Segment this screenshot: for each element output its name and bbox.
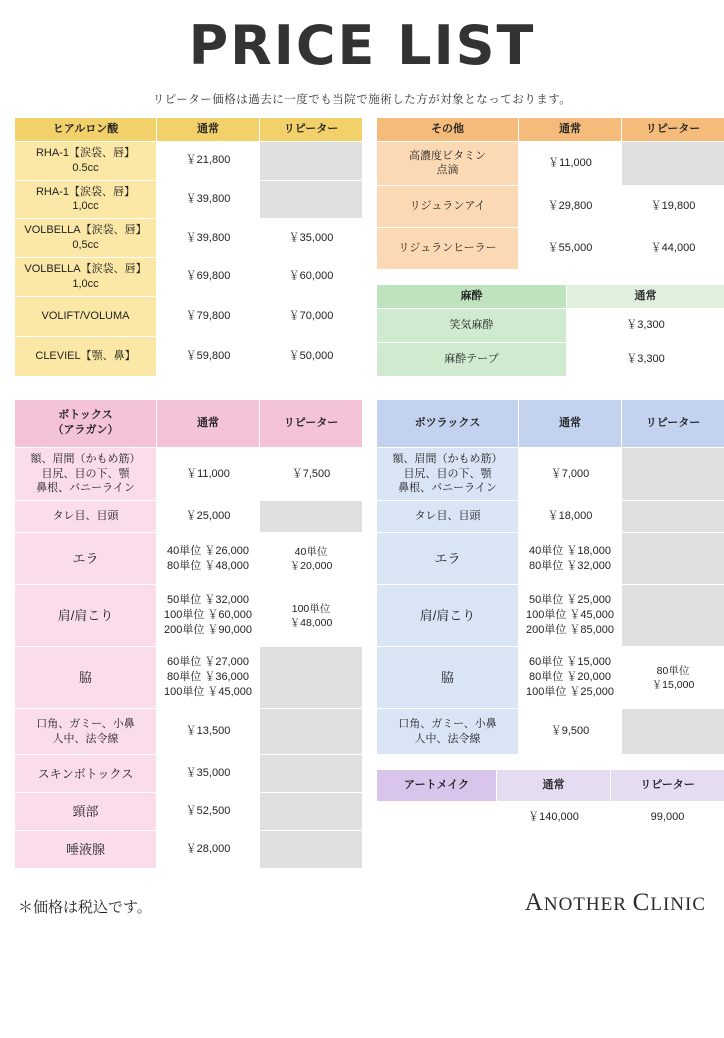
row-repeat-price [260, 831, 363, 869]
table-row [15, 709, 363, 755]
artmake-header-name: アートメイク [377, 770, 497, 802]
row-repeat-price: 99,000 [611, 802, 724, 834]
botulax-header-normal: 通常 [519, 399, 622, 447]
hyaluronic-table [14, 117, 363, 377]
bottom-section [0, 399, 724, 870]
row-name-line2: 0.5cc [17, 161, 154, 176]
row-name: 唾液腺 [15, 831, 157, 869]
row-name-line2: 目尻、目の下、顎 [17, 467, 154, 482]
row-name [377, 447, 519, 501]
row-name [15, 296, 157, 336]
anesthesia-header-name: 麻酔 [377, 284, 567, 308]
row-normal-price [157, 647, 260, 709]
price-line1: 40単位 ￥26,000 [159, 544, 257, 559]
table-header-row [377, 399, 724, 447]
table-row [15, 447, 363, 501]
table-row [377, 342, 724, 376]
row-name-line1: 額、眉間（かもめ筋） [379, 452, 516, 467]
table-row [377, 501, 724, 533]
row-name-line1: RHA-1【涙袋、唇】 [17, 185, 154, 200]
table-row [377, 802, 724, 834]
price-line2: ￥20,000 [262, 559, 360, 573]
row-name-line2: 0,5cc [17, 238, 154, 253]
row-name [15, 257, 157, 296]
brand-linic: LINIC [650, 894, 706, 915]
hyaluronic-header-normal: 通常 [157, 118, 260, 142]
row-name-line1: リジュランアイ [379, 199, 516, 214]
row-normal-price: ￥35,000 [157, 755, 260, 793]
table-row [377, 447, 724, 501]
price-line3: 200単位 ￥85,000 [521, 623, 619, 638]
row-repeat-price [260, 709, 363, 755]
row-normal-price: ￥79,800 [157, 296, 260, 336]
right-column-top [376, 117, 724, 377]
row-normal-price: ￥39,800 [157, 180, 260, 219]
table-row [15, 180, 363, 219]
price-line2: 100単位 ￥45,000 [521, 608, 619, 623]
row-name-line2: 1,0cc [17, 199, 154, 214]
row-repeat-price [622, 533, 724, 585]
row-repeat-price [622, 501, 724, 533]
row-repeat-price: ￥70,000 [260, 296, 363, 336]
price-line1: 50単位 ￥32,000 [159, 593, 257, 608]
table-row [377, 533, 724, 585]
row-name [15, 336, 157, 376]
table-row [15, 257, 363, 296]
row-name-line1: 額、眉間（かもめ筋） [17, 452, 154, 467]
botox-table [14, 399, 363, 870]
row-normal-price: ￥29,800 [519, 185, 622, 227]
row-repeat-price [622, 585, 724, 647]
table-row [377, 185, 724, 227]
row-normal-price: ￥18,000 [519, 501, 622, 533]
spacer [376, 755, 724, 769]
row-normal-price [157, 585, 260, 647]
row-repeat-price: ￥60,000 [260, 257, 363, 296]
row-repeat-price [260, 585, 363, 647]
footer [0, 879, 724, 917]
brand-a: A [525, 889, 544, 916]
price-line1: 40単位 ￥18,000 [521, 544, 619, 559]
price-line1: 100単位 [262, 602, 360, 616]
row-name: タレ目、目頭 [15, 501, 157, 533]
table-row [15, 336, 363, 376]
row-name-line1: VOLIFT/VOLUMA [17, 309, 154, 324]
price-line3: 100単位 ￥25,000 [521, 685, 619, 700]
tax-note: ＊価格は税込です。 [18, 896, 152, 917]
table-header-row [15, 118, 363, 142]
row-repeat-price [260, 755, 363, 793]
table-header-row [377, 770, 724, 802]
row-name-line1: VOLBELLA【涙袋、唇】 [17, 223, 154, 238]
row-name: スキンボトックス [15, 755, 157, 793]
botulax-table [376, 399, 724, 756]
row-repeat-price: ￥19,800 [622, 185, 724, 227]
row-name: 笑気麻酔 [377, 308, 567, 342]
botox-header-normal: 通常 [157, 399, 260, 447]
price-line1: 80単位 [624, 664, 722, 678]
row-name [15, 141, 157, 180]
price-line3: 100単位 ￥45,000 [159, 685, 257, 700]
row-name [377, 185, 519, 227]
row-repeat-price [622, 709, 724, 755]
other-header-repeat: リピーター [622, 118, 724, 142]
botox-header-line2: （アラガン） [17, 423, 154, 438]
artmake-table [376, 769, 724, 834]
row-normal-price: ￥11,000 [157, 447, 260, 501]
row-name [15, 219, 157, 258]
price-line2: 80単位 ￥20,000 [521, 670, 619, 685]
table-header-row [15, 399, 363, 447]
row-name-line1: 口角、ガミー、小鼻 [379, 717, 516, 732]
row-name [15, 447, 157, 501]
row-name [15, 709, 157, 755]
row-normal-price: ￥9,500 [519, 709, 622, 755]
price-line1: 50単位 ￥25,000 [521, 593, 619, 608]
row-name-line2: 点滴 [379, 163, 516, 178]
row-repeat-price: ￥35,000 [260, 219, 363, 258]
row-repeat-price [260, 180, 363, 219]
left-column-bottom [14, 399, 362, 870]
row-name: 麻酔テープ [377, 342, 567, 376]
row-repeat-price [622, 647, 724, 709]
row-name-line1: 高濃度ビタミン [379, 149, 516, 164]
row-normal-price: ￥28,000 [157, 831, 260, 869]
table-row [377, 585, 724, 647]
spacer [0, 377, 724, 399]
row-repeat-price: ￥7,500 [260, 447, 363, 501]
left-column-top [14, 117, 362, 377]
row-repeat-price: ￥50,000 [260, 336, 363, 376]
botox-header-line1: ボトックス [17, 408, 154, 423]
row-repeat-price [260, 533, 363, 585]
row-name [377, 709, 519, 755]
anesthesia-header-normal: 通常 [567, 284, 724, 308]
row-name: 脇 [15, 647, 157, 709]
table-row [15, 831, 363, 869]
table-header-row [377, 284, 724, 308]
table-row [377, 308, 724, 342]
row-repeat-price [622, 447, 724, 501]
row-name [377, 141, 519, 185]
table-row [377, 647, 724, 709]
row-name-line1: RHA-1【涙袋、唇】 [17, 146, 154, 161]
row-name: エラ [15, 533, 157, 585]
anesthesia-table [376, 284, 724, 377]
table-row [15, 647, 363, 709]
row-normal-price: ￥7,000 [519, 447, 622, 501]
table-row [15, 219, 363, 258]
row-normal-price: ￥59,800 [157, 336, 260, 376]
botulax-header-name: ボツラックス [377, 399, 519, 447]
row-name-line1: CLEVIEL【顎、鼻】 [17, 349, 154, 364]
row-name-line1: 口角、ガミー、小鼻 [17, 717, 154, 732]
row-normal-price: ￥55,000 [519, 227, 622, 269]
table-row [15, 296, 363, 336]
table-row [15, 533, 363, 585]
hyaluronic-header-repeat: リピーター [260, 118, 363, 142]
row-repeat-price [622, 141, 724, 185]
price-line2: 100単位 ￥60,000 [159, 608, 257, 623]
top-section [0, 117, 724, 377]
row-repeat-price [260, 793, 363, 831]
right-column-bottom [376, 399, 724, 835]
row-normal-price: ￥21,800 [157, 141, 260, 180]
row-normal-price: ￥3,300 [567, 342, 724, 376]
row-name-line1: リジュランヒーラー [379, 241, 516, 256]
row-normal-price: ￥69,800 [157, 257, 260, 296]
price-line1: 60単位 ￥15,000 [521, 655, 619, 670]
price-line2: 80単位 ￥48,000 [159, 559, 257, 574]
price-line2: ￥48,000 [262, 616, 360, 630]
brand-logo [525, 889, 706, 917]
row-name: 肩/肩こり [377, 585, 519, 647]
price-line3: 200単位 ￥90,000 [159, 623, 257, 638]
other-header-normal: 通常 [519, 118, 622, 142]
table-row [15, 141, 363, 180]
other-table [376, 117, 724, 270]
row-normal-price: ￥13,500 [157, 709, 260, 755]
row-name-line2: 人中、法令線 [17, 732, 154, 747]
row-repeat-price [260, 501, 363, 533]
price-line1: 60単位 ￥27,000 [159, 655, 257, 670]
botox-header-name [15, 399, 157, 447]
row-normal-price: ￥52,500 [157, 793, 260, 831]
row-name-line1: VOLBELLA【涙袋、唇】 [17, 262, 154, 277]
other-header-name: その他 [377, 118, 519, 142]
row-normal-price: ￥11,000 [519, 141, 622, 185]
row-name: 脇 [377, 647, 519, 709]
page-title: PRICE LIST [0, 14, 724, 77]
table-row [377, 709, 724, 755]
table-row [377, 141, 724, 185]
row-name: 肩/肩こり [15, 585, 157, 647]
table-row [15, 585, 363, 647]
spacer [376, 270, 724, 284]
botox-header-repeat: リピーター [260, 399, 363, 447]
row-repeat-price: ￥44,000 [622, 227, 724, 269]
row-name-line3: 鼻根、バニーライン [17, 481, 154, 496]
row-name-line2: 目尻、目の下、顎 [379, 467, 516, 482]
row-repeat-price [260, 141, 363, 180]
price-line2: 80単位 ￥32,000 [521, 559, 619, 574]
row-normal-price [519, 585, 622, 647]
row-repeat-price [260, 647, 363, 709]
row-normal-price: ￥3,300 [567, 308, 724, 342]
table-row [15, 755, 363, 793]
row-normal-price [157, 533, 260, 585]
row-name [377, 227, 519, 269]
row-name [15, 180, 157, 219]
price-line2: ￥15,000 [624, 678, 722, 692]
row-normal-price: ￥25,000 [157, 501, 260, 533]
price-line1: 40単位 [262, 545, 360, 559]
table-row [15, 501, 363, 533]
row-normal-price [519, 647, 622, 709]
brand-nother: NOTHER [544, 894, 633, 915]
row-name [377, 802, 497, 834]
hyaluronic-header-name: ヒアルロン酸 [15, 118, 157, 142]
price-line2: 80単位 ￥36,000 [159, 670, 257, 685]
row-name: 頸部 [15, 793, 157, 831]
row-name: タレ目、目頭 [377, 501, 519, 533]
table-row [15, 793, 363, 831]
row-name-line3: 鼻根、バニーライン [379, 481, 516, 496]
row-name-line2: 1,0cc [17, 277, 154, 292]
brand-c: C [633, 889, 651, 916]
row-normal-price [519, 533, 622, 585]
botulax-header-repeat: リピーター [622, 399, 724, 447]
table-row [377, 227, 724, 269]
row-name-line2: 人中、法令線 [379, 732, 516, 747]
table-header-row [377, 118, 724, 142]
artmake-header-repeat: リピーター [611, 770, 724, 802]
price-list-page [0, 14, 724, 1038]
artmake-header-normal: 通常 [497, 770, 611, 802]
row-name: エラ [377, 533, 519, 585]
row-normal-price: ￥39,800 [157, 219, 260, 258]
page-subtitle: リピーター価格は過去に一度でも当院で施術した方が対象となっております。 [0, 91, 724, 107]
row-normal-price: ￥140,000 [497, 802, 611, 834]
